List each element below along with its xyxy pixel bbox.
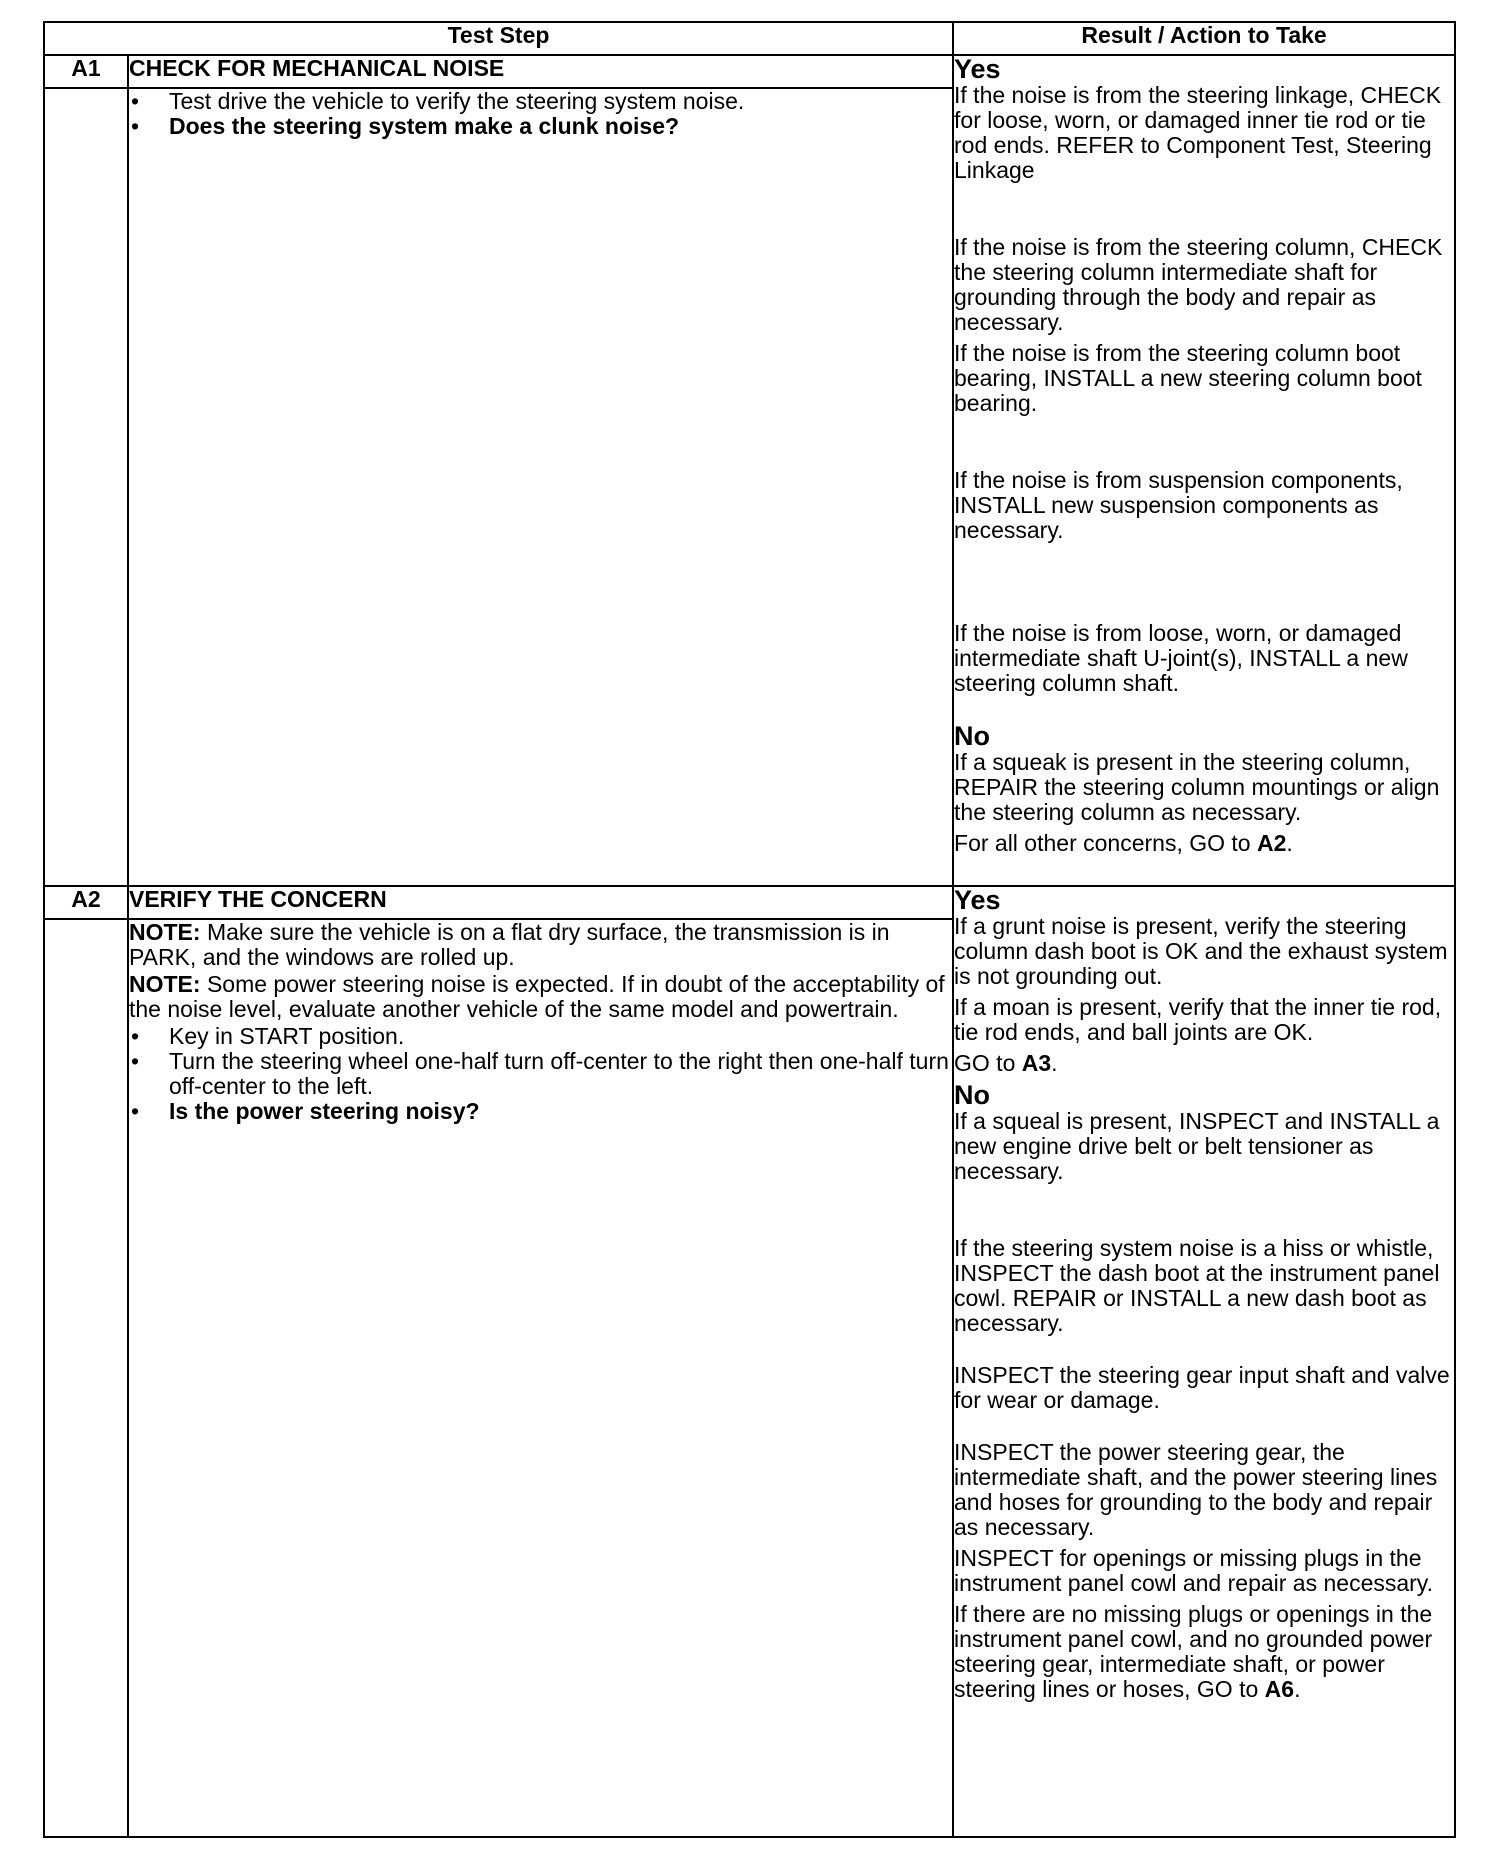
list-item bbox=[129, 89, 952, 114]
result-item: If a squeal is present, INSPECT and INSTALL a new engine drive belt or belt tensioner as necessary. bbox=[954, 1108, 1440, 1184]
result-item: INSPECT for openings or missing plugs in the instrument panel cowl and repair as necessary. bbox=[954, 1545, 1433, 1596]
list-item bbox=[129, 1049, 952, 1099]
step-title-a2: VERIFY THE CONCERN bbox=[128, 886, 953, 919]
result-cell-a1 bbox=[953, 55, 1455, 886]
header-test-step: Test Step bbox=[44, 22, 953, 55]
result-cell-a2 bbox=[953, 886, 1455, 1837]
result-item: INSPECT the power steering gear, the intermediate shaft, and the power steering lines and hoses for grounding to the body and repair as necessary. bbox=[954, 1439, 1438, 1540]
bullet-question: Does the steering system make a clunk noise? bbox=[169, 113, 680, 139]
step-a2-title-row bbox=[44, 886, 1455, 919]
bullet: • bbox=[131, 1048, 140, 1074]
step-body-a2 bbox=[128, 919, 953, 1837]
step-title-a1: CHECK FOR MECHANICAL NOISE bbox=[128, 55, 953, 88]
table-header-row bbox=[44, 22, 1455, 55]
note-label: NOTE: bbox=[129, 919, 201, 945]
list-item bbox=[129, 1099, 952, 1124]
result-item: If the steering system noise is a hiss or whistle, INSPECT the dash boot at the instrument panel cowl. REPAIR or INSTALL a new dash boot as necessary. bbox=[954, 1235, 1440, 1336]
diagnostic-table bbox=[43, 21, 1456, 1838]
goto-text: GO to bbox=[954, 1050, 1022, 1076]
note-label: NOTE: bbox=[129, 971, 201, 997]
goto-a3 bbox=[954, 1051, 1454, 1076]
result-item: If the noise is from suspension components, INSTALL new suspension components as necessary. bbox=[954, 467, 1403, 543]
result-item: INSPECT the steering gear input shaft and valve for wear or damage. bbox=[954, 1362, 1450, 1413]
step-blank-a1 bbox=[44, 88, 128, 886]
goto-a6 bbox=[954, 1602, 1454, 1702]
result-item: If a squeak is present in the steering column, REPAIR the steering column mountings or align the steering column as necessary. bbox=[954, 749, 1440, 825]
step-body-a1 bbox=[128, 88, 953, 886]
no-label-a2: No bbox=[954, 1080, 991, 1110]
note-text: Some power steering noise is expected. If in doubt of the acceptability of the noise level, evaluate another vehicle of the same model and powertrain. bbox=[129, 971, 945, 1022]
goto-target: A2 bbox=[1256, 830, 1287, 856]
result-item: If a moan is present, verify that the inner tie rod, tie rod ends, and ball joints are OK. bbox=[954, 994, 1442, 1045]
goto-text: For all other concerns, GO to bbox=[954, 830, 1257, 856]
yes-label-a2: Yes bbox=[954, 885, 1001, 915]
result-item: If the noise is from the steering column boot bearing, INSTALL a new steering column boot bearing. bbox=[954, 340, 1422, 416]
step-a1-title-row bbox=[44, 55, 1455, 88]
bullet-text: Turn the steering wheel one-half turn off-center to the right then one-half turn off-center to the left. bbox=[169, 1048, 949, 1099]
result-item: If the noise is from loose, worn, or damaged intermediate shaft U-joint(s), INSTALL a new steering column shaft. bbox=[954, 620, 1408, 696]
goto-a1 bbox=[954, 831, 1454, 856]
bullet: • bbox=[131, 113, 140, 139]
note bbox=[129, 920, 952, 970]
goto-target: A6 bbox=[1264, 1676, 1295, 1702]
result-item: If the noise is from the steering column, CHECK the steering column intermediate shaft for grounding through the body and repair as necessary. bbox=[954, 234, 1443, 335]
step-blank-a2 bbox=[44, 919, 128, 1837]
goto-target: A3 bbox=[1021, 1050, 1052, 1076]
header-result-action: Result / Action to Take bbox=[953, 22, 1455, 55]
bullet: • bbox=[131, 88, 140, 114]
step-id-a2: A2 bbox=[44, 886, 128, 919]
bullet: • bbox=[131, 1023, 140, 1049]
bullet-question: Is the power steering noisy? bbox=[169, 1098, 480, 1124]
note-text: Make sure the vehicle is on a flat dry surface, the transmission is in PARK, and the windows are rolled up. bbox=[129, 919, 890, 970]
result-item: If a grunt noise is present, verify the steering column dash boot is OK and the exhaust system is not grounding out. bbox=[954, 913, 1448, 989]
list-item bbox=[129, 1024, 952, 1049]
step-id-a1: A1 bbox=[44, 55, 128, 88]
goto-suffix: . bbox=[1294, 1676, 1301, 1702]
goto-suffix: . bbox=[1051, 1050, 1058, 1076]
no-label-a1: No bbox=[954, 721, 991, 751]
list-item bbox=[129, 114, 952, 139]
goto-suffix: . bbox=[1286, 830, 1293, 856]
bullet-text: Key in START position. bbox=[169, 1023, 405, 1049]
yes-label-a1: Yes bbox=[954, 54, 1001, 84]
result-item: If the noise is from the steering linkage, CHECK for loose, worn, or damaged inner tie rod or tie rod ends. REFER to Component Test, Steering Linkage bbox=[954, 82, 1442, 183]
bullet-text: Test drive the vehicle to verify the steering system noise. bbox=[169, 88, 745, 114]
note bbox=[129, 972, 952, 1022]
goto-text: If there are no missing plugs or openings in the instrument panel cowl, and no grounded power steering gear, intermediate shaft, or power steering lines or hoses, GO to bbox=[954, 1601, 1433, 1702]
bullet: • bbox=[131, 1098, 140, 1124]
